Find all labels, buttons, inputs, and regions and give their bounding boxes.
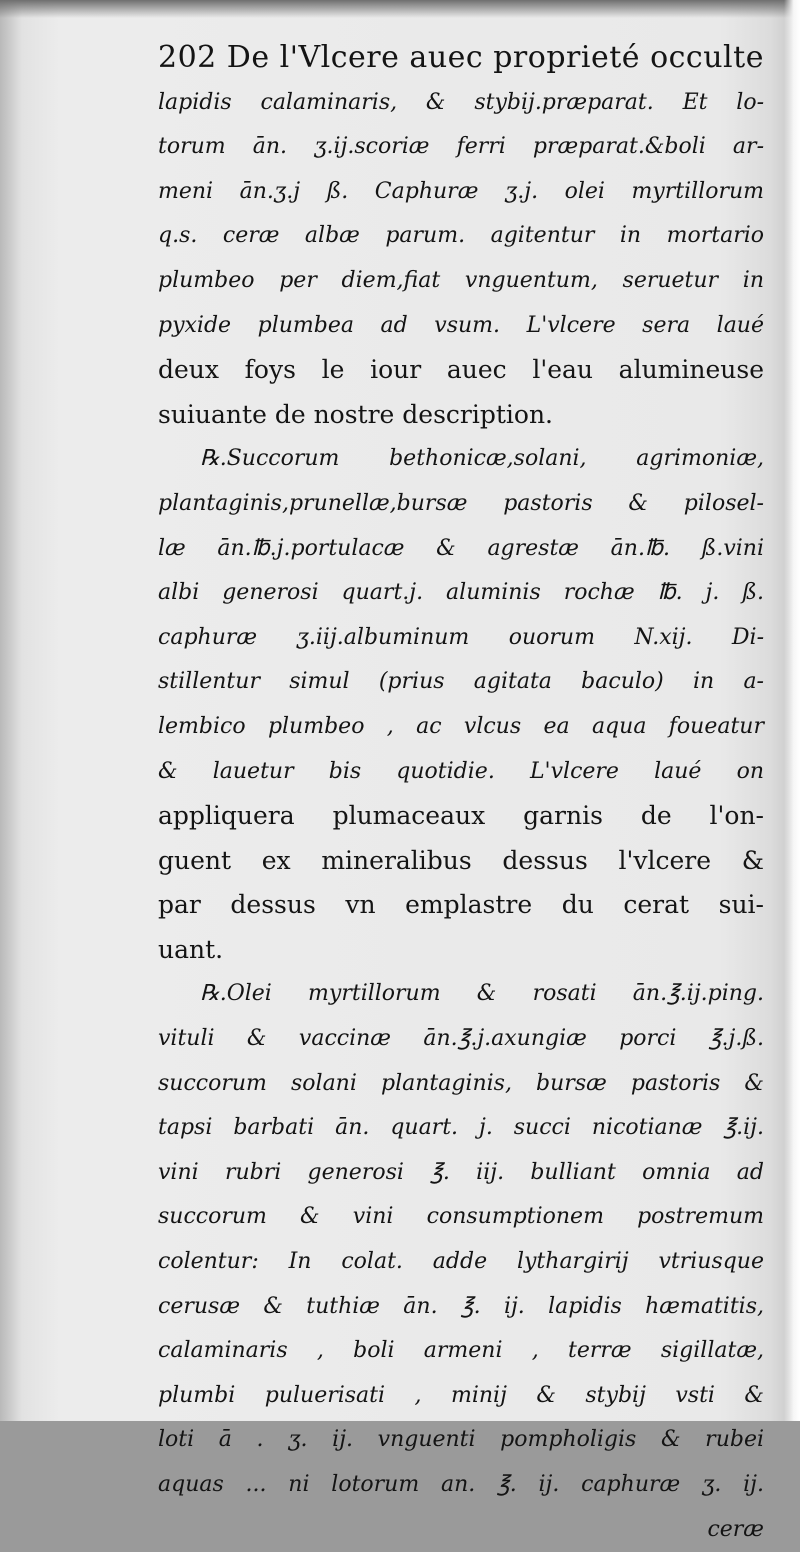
text-line: ℞.Olei myrtillorum & rosati ān.℥.ij.ping. (200, 981, 764, 1007)
text-line: plumbeo per diem,fiat vnguentum, seruetur in (158, 267, 764, 293)
body-text (158, 81, 764, 1508)
text-line: vituli & vaccinæ ān.℥.j.axungiæ porci ℥.j.ß. (158, 1026, 764, 1052)
catchword: ceræ (707, 1516, 764, 1542)
text-line: albi generosi quart.j. aluminis rochæ ℔. j. ß. (158, 580, 764, 606)
text-line: læ ān.℔.j.portulacæ & agrestæ ān.℔. ß.vini (158, 535, 764, 561)
text-line: torum ān. ʒ.ij.scoriæ ferri præparat.&boli ar- (158, 134, 764, 160)
text-line: succorum solani plantaginis, bursæ pastoris & (158, 1070, 764, 1096)
text-line: succorum & vini consumptionem postremum (158, 1204, 764, 1230)
text-line: lembico plumbeo , ac vlcus ea aqua foueatur (158, 713, 764, 739)
text-line: suiuante de nostre description. (158, 399, 554, 429)
text-line: colentur: In colat. adde lythargirij vtriusque (158, 1249, 764, 1275)
text-line: guent ex mineralibus dessus l'vlcere & (158, 845, 764, 875)
text-line: meni ān.ʒ.j ß. Caphuræ ʒ.j. olei myrtillorum (158, 178, 764, 204)
text-line: tapsi barbati ān. quart. j. succi nicotianæ ℥.ij. (158, 1115, 764, 1141)
page-right-edge (784, 0, 800, 1421)
page-top-shadow (0, 0, 800, 18)
text-line: plumbi puluerisati , minij & stybij vsti & (158, 1382, 764, 1408)
text-line: caphuræ ʒ.iij.albuminum ouorum N.xij. Di- (158, 624, 764, 650)
text-line: ℞.Succorum bethonicæ,solani, agrimoniæ, (200, 446, 764, 472)
text-line: & lauetur bis quotidie. L'vlcere laué on (158, 758, 764, 784)
text-line: calaminaris , boli armeni , terræ sigillatæ, (158, 1338, 764, 1364)
text-line: par dessus vn emplastre du cerat sui- (158, 890, 764, 920)
text-line: pyxide plumbea ad vsum. L'vlcere sera laué (158, 312, 764, 338)
text-line: loti ā . ʒ. ij. vnguenti pompholigis & rubei (158, 1427, 764, 1453)
text-line: aquas ... ni lotorum an. ℥. ij. caphuræ ʒ. ij. (158, 1472, 764, 1497)
text-line: deux foys le iour auec l'eau alumineuse (158, 355, 764, 385)
text-line: lapidis calaminaris, & stybij.præparat. Et lo- (158, 89, 764, 115)
text-line: stillentur simul (prius agitata baculo) in a- (158, 669, 764, 695)
text-line: vini rubri generosi ℥. iij. bulliant omnia ad (158, 1159, 764, 1185)
text-line: plantaginis,prunellæ,bursæ pastoris & pilosel- (158, 490, 764, 516)
page-text-block (158, 36, 764, 1552)
text-line: appliquera plumaceaux garnis de l'on- (158, 801, 764, 831)
text-line: q.s. ceræ albæ parum. agitentur in mortario (158, 223, 764, 249)
running-header: 202 De l'Vlcere auec proprieté occulte (158, 40, 764, 75)
text-line: uant. (158, 934, 224, 964)
text-line: cerusæ & tuthiæ ān. ℥. ij. lapidis hæmatitis, (158, 1293, 764, 1319)
